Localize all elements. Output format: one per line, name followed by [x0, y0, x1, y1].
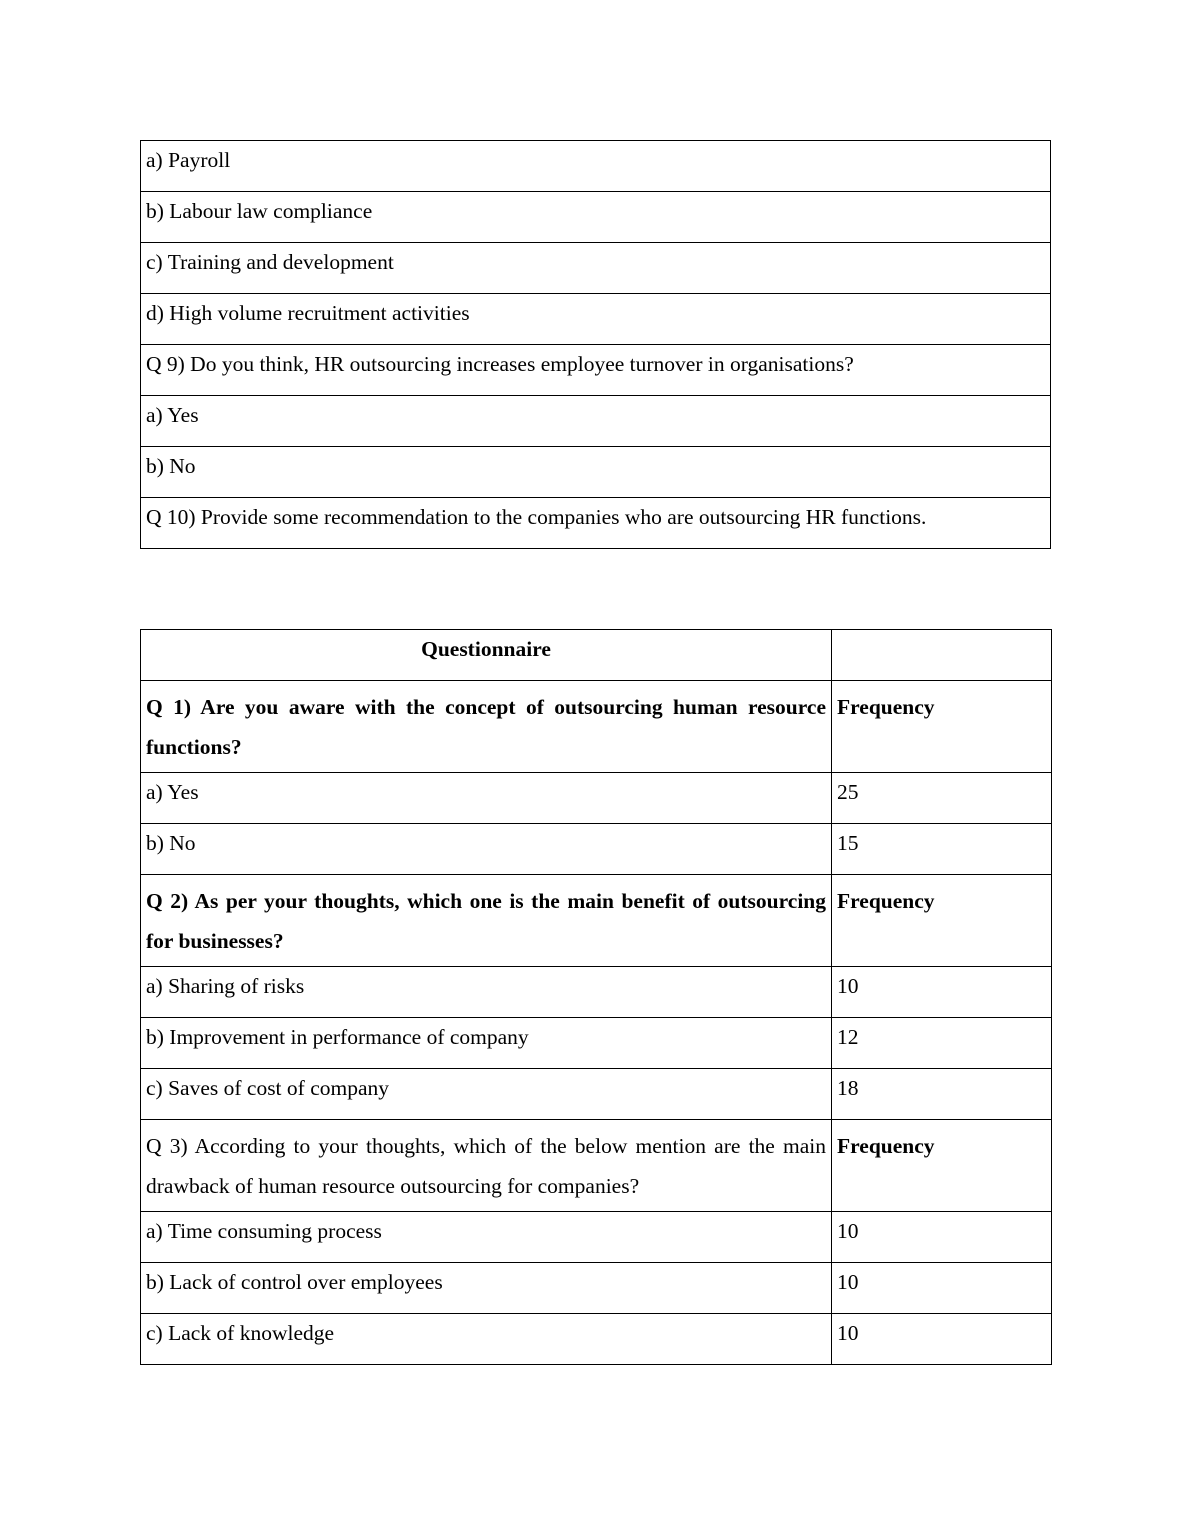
- option-label: a) Sharing of risks: [141, 967, 832, 1018]
- option-cell: d) High volume recruitment activities: [141, 294, 1051, 345]
- questionnaire-table: [140, 629, 1052, 1365]
- table-row: [141, 243, 1051, 294]
- option-cell: c) Training and development: [141, 243, 1051, 294]
- option-label: a) Yes: [141, 773, 832, 824]
- question-row: [141, 681, 1052, 773]
- frequency-value: 15: [832, 824, 1052, 875]
- table-row: [141, 824, 1052, 875]
- option-cell: b) No: [141, 447, 1051, 498]
- frequency-label: Frequency: [832, 681, 1052, 773]
- option-label: c) Saves of cost of company: [141, 1069, 832, 1120]
- option-label: c) Lack of knowledge: [141, 1314, 832, 1365]
- question-cell: Q 10) Provide some recommendation to the companies who are outsourcing HR functions.: [141, 498, 1051, 549]
- frequency-value: 25: [832, 773, 1052, 824]
- empty-header-cell: [832, 630, 1052, 681]
- table-row: [141, 141, 1051, 192]
- frequency-label: Frequency: [832, 1120, 1052, 1212]
- question-2-text: Q 2) As per your thoughts, which one is the main benefit of outsourcing for businesses?: [141, 875, 832, 967]
- option-cell: a) Payroll: [141, 141, 1051, 192]
- table-row: [141, 345, 1051, 396]
- option-cell: a) Yes: [141, 396, 1051, 447]
- frequency-value: 10: [832, 1263, 1052, 1314]
- option-label: a) Time consuming process: [141, 1212, 832, 1263]
- option-label: b) Lack of control over employees: [141, 1263, 832, 1314]
- question-3-text: Q 3) According to your thoughts, which of the below mention are the main drawback of human resource outsourcing for companies?: [141, 1120, 832, 1212]
- questionnaire-title: Questionnaire: [141, 630, 832, 681]
- table-row: [141, 773, 1052, 824]
- table-row: [141, 967, 1052, 1018]
- table-row: [141, 1314, 1052, 1365]
- question-row: [141, 875, 1052, 967]
- frequency-label: Frequency: [832, 875, 1052, 967]
- table-header-row: [141, 630, 1052, 681]
- table-row: [141, 1069, 1052, 1120]
- question-cell: Q 9) Do you think, HR outsourcing increases employee turnover in organisations?: [141, 345, 1051, 396]
- table-row: [141, 396, 1051, 447]
- table-row: [141, 294, 1051, 345]
- frequency-value: 12: [832, 1018, 1052, 1069]
- option-cell: b) Labour law compliance: [141, 192, 1051, 243]
- table-row: [141, 192, 1051, 243]
- frequency-value: 10: [832, 1314, 1052, 1365]
- table-row: [141, 1212, 1052, 1263]
- option-label: b) Improvement in performance of company: [141, 1018, 832, 1069]
- frequency-value: 10: [832, 1212, 1052, 1263]
- table-row: [141, 1263, 1052, 1314]
- table-row: [141, 447, 1051, 498]
- question-row: [141, 1120, 1052, 1212]
- option-label: b) No: [141, 824, 832, 875]
- question-1-text: Q 1) Are you aware with the concept of outsourcing human resource functions?: [141, 681, 832, 773]
- options-table: [140, 140, 1051, 549]
- frequency-value: 18: [832, 1069, 1052, 1120]
- table-row: [141, 498, 1051, 549]
- table-row: [141, 1018, 1052, 1069]
- frequency-value: 10: [832, 967, 1052, 1018]
